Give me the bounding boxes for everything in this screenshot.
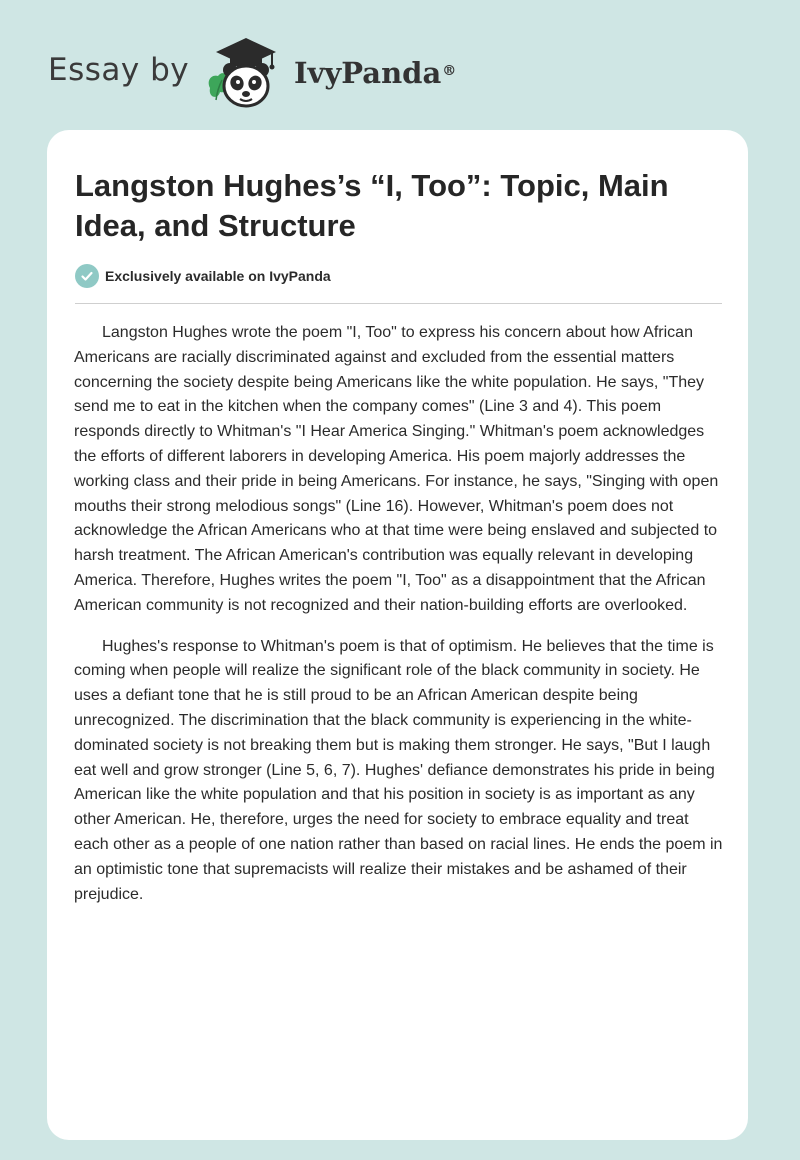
exclusive-badge [75,263,331,289]
brand-name[interactable] [294,54,456,92]
divider [75,303,722,304]
exclusive-badge-text: Exclusively available on IvyPanda [105,268,331,284]
essay-by-label: Essay by [48,52,190,88]
registered-mark: ® [442,63,457,79]
brand-text: IvyPanda [294,56,442,90]
essay-card [47,130,748,1140]
ivypanda-logo-icon[interactable] [200,36,290,110]
site-header [0,0,800,120]
essay-title: Langston Hughes’s “I, Too”: Topic, Main Idea, and Structure [75,168,669,243]
paragraph-2: Hughes's response to Whitman's poem is that of optimism. He believes that the time is coming when people will realize the significant role of the black community in society. He uses a defiant tone that he is still proud to be an African American despite being unrecognized. The discrimination that the black community is experiencing in the white-dominated society is not breaking them but is making them stronger. He says, "But I laugh eat well and grow stronger (Line 5, 6, 7). Hughes' defiance demonstrates his pride in being American like the white population and that his position in society is as important as any other American. He, therefore, urges the need for society to embrace equality and treat each other as a people of one nation rather than based on racial lines. He ends the poem in an optimistic tone that supremacists will realize their mistakes and be ashamed of their prejudice. [74,637,723,903]
paragraph-1: Langston Hughes wrote the poem "I, Too" to express his concern about how African Americans are racially discriminated against and excluded from the essential matters concerning the society despite being Americans like the white population. He says, "They send me to eat in the kitchen when the company comes" (Line 3 and 4). This poem responds directly to Whitman's "I Hear America Singing." Whitman's poem acknowledges the efforts of different laborers in developing America. His poem majorly addresses the working class and their pride in being Americans. For instance, he says, "Singing with open mouths their strong melodious songs" (Line 16). However, Whitman's poem does not acknowledge the African Americans who at that time were being enslaved and subjected to harsh treatment. The African American's contribution was equally relevant in developing America. Therefore, Hughes writes the poem "I, Too" as a disappointment that the African American community is not recognized and their nation-building efforts are overlooked. [74,324,719,614]
check-icon [75,264,99,288]
essay-body [74,321,725,923]
